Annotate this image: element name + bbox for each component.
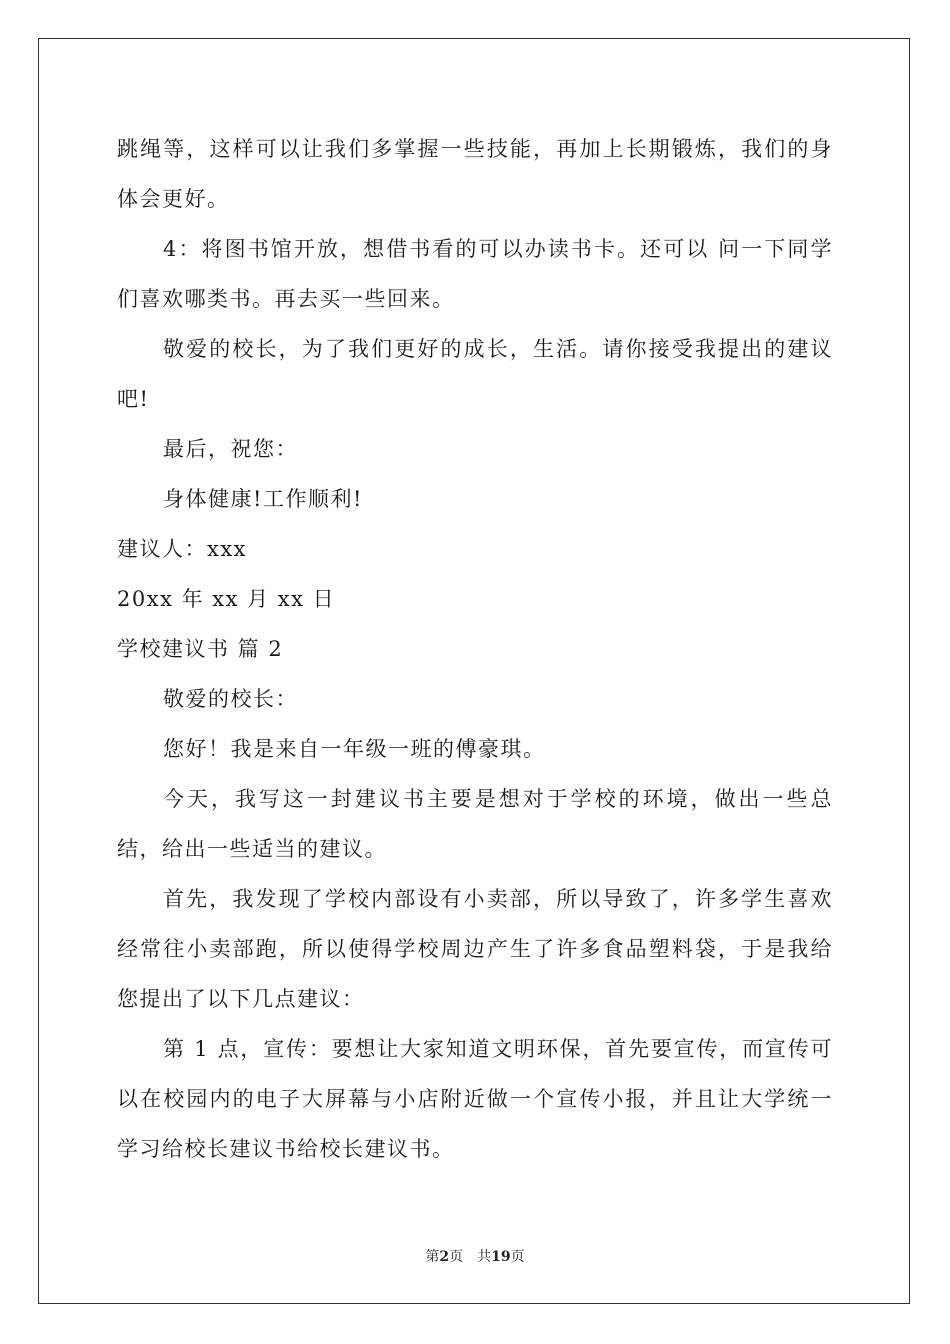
footer-total-suffix: 页	[510, 1249, 525, 1265]
paragraph-1: 跳绳等，这样可以让我们多掌握一些技能，再加上长期锻炼，我们的身体会更好。	[117, 137, 833, 211]
document-body	[117, 124, 833, 1174]
paragraph-salutation: 敬爱的校长：	[163, 687, 298, 711]
paragraph-7: 20xx 年 xx 月 xx 日	[117, 587, 336, 611]
paragraph-2: 4：将图书馆开放，想借书看的可以办读书卡。还可以 问一下同学们喜欢哪类书。再去买一些回来。	[117, 237, 833, 311]
footer-page-prefix: 第	[425, 1249, 440, 1265]
paragraph-6: 建议人：xxx	[117, 537, 248, 561]
footer-page-suffix: 页	[449, 1249, 464, 1265]
section-heading: 学校建议书 篇 2	[117, 637, 284, 661]
paragraph-5: 身体健康!工作顺利!	[163, 487, 363, 511]
paragraph-greeting: 您好！我是来自一年级一班的傅豪琪。	[163, 737, 546, 761]
paragraph-4: 最后，祝您：	[163, 437, 298, 461]
paragraph-11: 今天，我写这一封建议书主要是想对于学校的环境，做出一些总结，给出一些适当的建议。	[117, 787, 833, 861]
footer-page-number: 2	[439, 1249, 450, 1265]
footer-total-prefix: 共	[477, 1249, 492, 1265]
paragraph-12: 首先，我发现了学校内部设有小卖部，所以导致了，许多学生喜欢经常往小卖部跑，所以使得学校周边产生了许多食品塑料袋，于是我给您提出了以下几点建议：	[117, 887, 833, 1011]
page-footer	[0, 1246, 950, 1266]
paragraph-3: 敬爱的校长，为了我们更好的成长，生活。请你接受我提出的建议吧!	[117, 337, 833, 411]
paragraph-13: 第 1 点，宣传：要想让大家知道文明环保，首先要宣传，而宣传可以在校园内的电子大屏幕与小店附近做一个宣传小报，并且让大学统一学习给校长建议书给校长建议书。	[117, 1037, 833, 1161]
footer-total-pages: 19	[491, 1249, 511, 1265]
